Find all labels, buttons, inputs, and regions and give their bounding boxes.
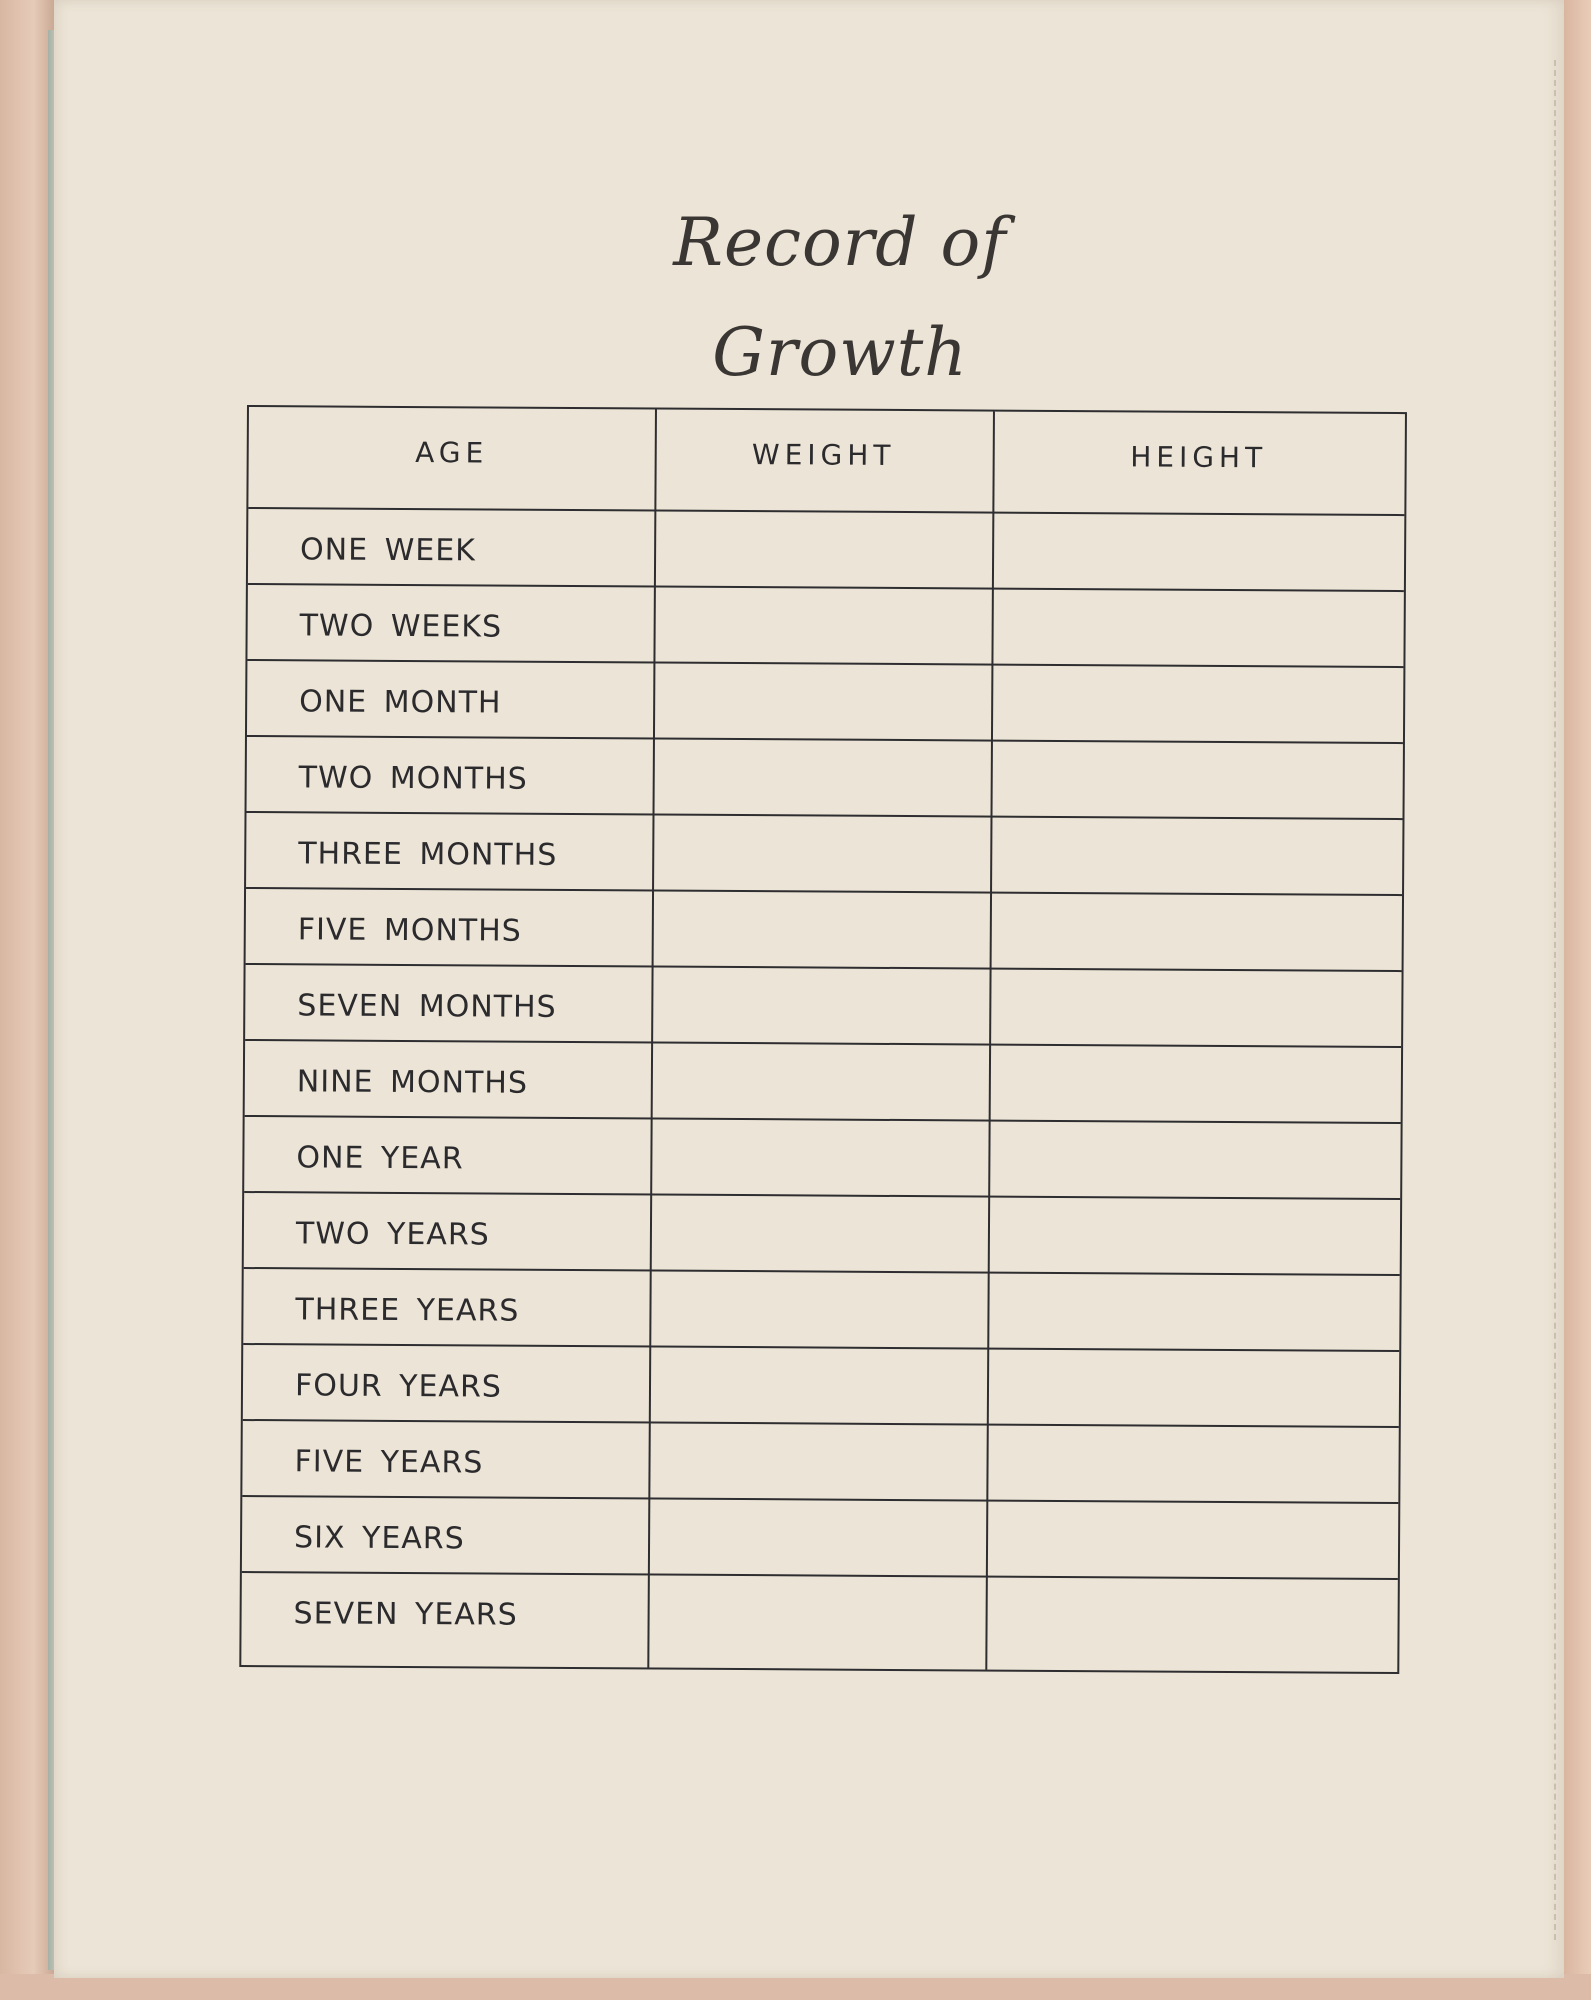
weight-cell[interactable] xyxy=(655,737,989,815)
height-cell[interactable] xyxy=(989,1272,1397,1350)
table-row xyxy=(242,1495,1398,1580)
book-cover-right xyxy=(1561,0,1591,2000)
weight-cell[interactable] xyxy=(655,586,989,664)
age-label: SEVEN YEARS xyxy=(293,1596,518,1633)
height-cell[interactable] xyxy=(988,1424,1396,1502)
age-label: TWO YEARS xyxy=(295,1216,490,1253)
height-cell[interactable] xyxy=(993,664,1401,742)
table-row xyxy=(242,1419,1398,1504)
age-label: THREE MONTHS xyxy=(298,836,558,873)
header-weight: WEIGHT xyxy=(751,438,896,472)
age-label: FIVE YEARS xyxy=(294,1444,484,1481)
table-row xyxy=(247,583,1403,668)
table-header-row xyxy=(248,407,1405,516)
age-label: SIX YEARS xyxy=(293,1520,465,1557)
weight-cell[interactable] xyxy=(656,510,990,588)
growth-record-table xyxy=(239,405,1407,1674)
height-cell[interactable] xyxy=(987,1576,1395,1654)
height-cell[interactable] xyxy=(988,1500,1396,1578)
age-label: NINE MONTHS xyxy=(296,1064,529,1101)
age-label: TWO WEEKS xyxy=(299,608,503,645)
age-label: ONE WEEK xyxy=(300,532,477,569)
table-row xyxy=(243,1343,1399,1428)
age-label: SEVEN MONTHS xyxy=(297,988,557,1025)
height-cell[interactable] xyxy=(989,1348,1397,1426)
weight-cell[interactable] xyxy=(654,889,988,967)
height-cell[interactable] xyxy=(994,512,1402,590)
table-row xyxy=(243,1267,1399,1352)
weight-cell[interactable] xyxy=(652,1193,986,1271)
weight-cell[interactable] xyxy=(652,1117,986,1195)
weight-cell[interactable] xyxy=(650,1421,984,1499)
weight-cell[interactable] xyxy=(654,813,988,891)
header-height: HEIGHT xyxy=(1130,440,1268,475)
table-row xyxy=(246,887,1402,972)
page-title: Record of Growth xyxy=(673,204,1007,391)
height-cell[interactable] xyxy=(991,968,1399,1046)
table-row xyxy=(247,735,1403,820)
height-cell[interactable] xyxy=(990,1196,1398,1274)
age-label: ONE YEAR xyxy=(296,1140,464,1177)
table-row xyxy=(245,963,1401,1048)
height-cell[interactable] xyxy=(992,892,1400,970)
table-row xyxy=(244,1191,1400,1276)
height-cell[interactable] xyxy=(991,1044,1399,1122)
weight-cell[interactable] xyxy=(651,1269,985,1347)
age-label: THREE YEARS xyxy=(295,1292,520,1329)
height-cell[interactable] xyxy=(993,588,1401,666)
weight-cell[interactable] xyxy=(649,1573,983,1651)
binding-stitches xyxy=(1554,60,1556,1940)
weight-cell[interactable] xyxy=(651,1345,985,1423)
weight-cell[interactable] xyxy=(650,1497,984,1575)
table-row xyxy=(246,811,1402,896)
height-cell[interactable] xyxy=(992,816,1400,894)
header-age: AGE xyxy=(415,436,489,470)
table-row xyxy=(247,659,1403,744)
weight-cell[interactable] xyxy=(653,965,987,1043)
table-row xyxy=(244,1115,1400,1200)
height-cell[interactable] xyxy=(990,1120,1398,1198)
age-label: FIVE MONTHS xyxy=(297,912,522,949)
weight-cell[interactable] xyxy=(653,1041,987,1119)
table-row xyxy=(241,1571,1397,1654)
height-cell[interactable] xyxy=(993,740,1401,818)
table-row xyxy=(245,1039,1401,1124)
weight-cell[interactable] xyxy=(655,661,989,739)
age-label: ONE MONTH xyxy=(299,684,502,721)
age-label: TWO MONTHS xyxy=(298,760,528,797)
age-label: FOUR YEARS xyxy=(294,1368,503,1405)
table-row xyxy=(248,507,1404,592)
